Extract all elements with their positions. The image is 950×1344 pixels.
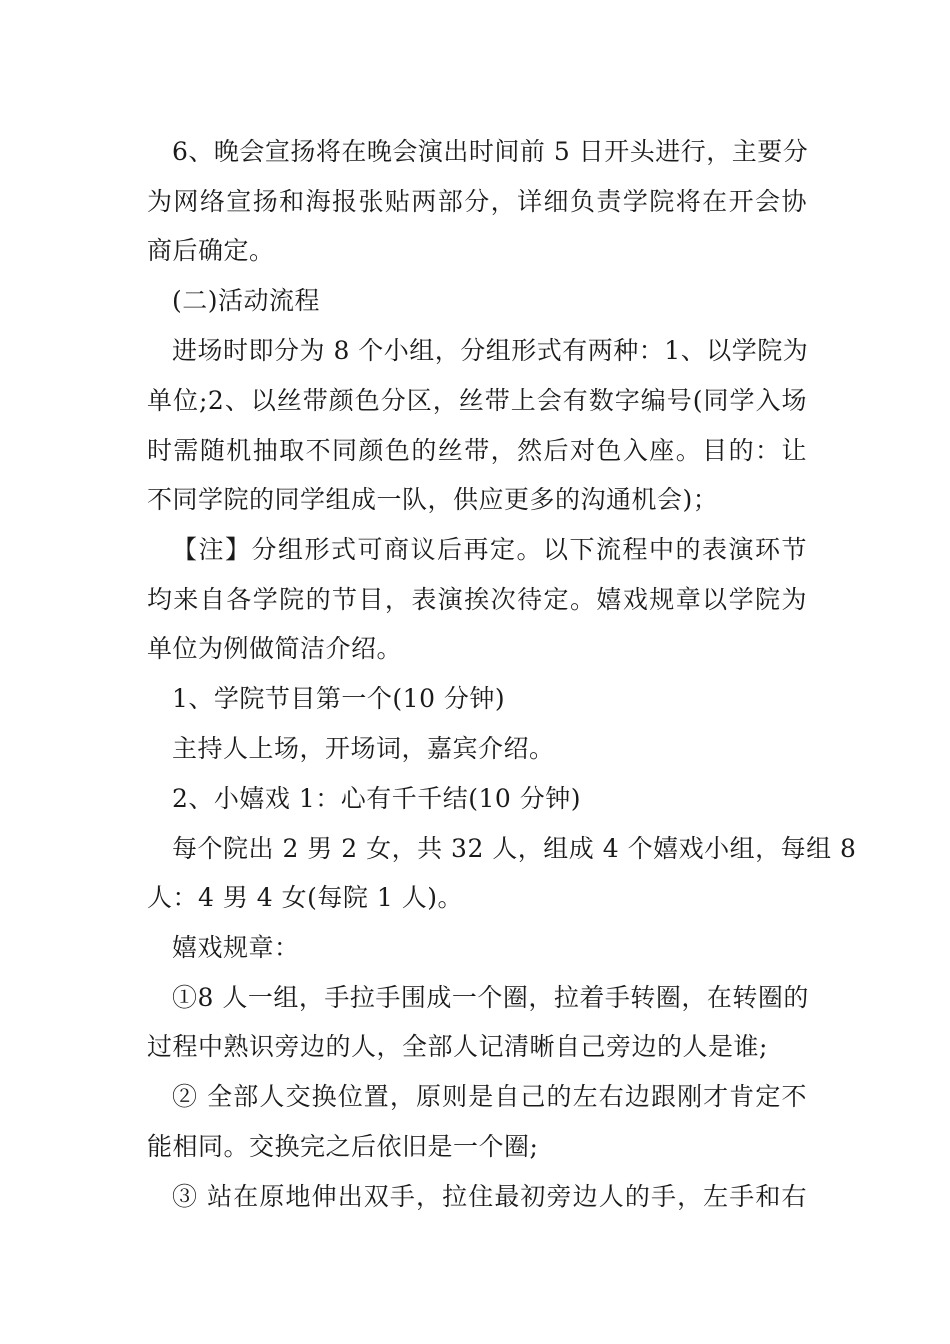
list-item: 2、小嬉戏 1：心有千千结(10 分钟) xyxy=(172,784,582,813)
paragraph-line: 时需随机抽取不同颜色的丝带，然后对色入座。目的：让 xyxy=(147,436,807,465)
paragraph-line: 能相同。交换完之后依旧是一个圈; xyxy=(147,1132,539,1161)
list-item: ② 全部人交换位置，原则是自己的左右边跟刚才肯定不 xyxy=(172,1082,807,1111)
paragraph-line: 均来自各学院的节目，表演挨次待定。嬉戏规章以学院为 xyxy=(147,585,807,614)
paragraph-line: 商后确定。 xyxy=(147,236,275,265)
paragraph-line: 人：4 男 4 女(每院 1 人)。 xyxy=(147,883,463,912)
paragraph-line: 为网络宣扬和海报张贴两部分，详细负责学院将在开会协 xyxy=(147,187,807,216)
note-line: 【注】分组形式可商议后再定。以下流程中的表演环节 xyxy=(172,535,807,564)
paragraph-line: 单位;2、以丝带颜色分区，丝带上会有数字编号(同学入场 xyxy=(147,386,807,415)
list-item: 1、学院节目第一个(10 分钟) xyxy=(172,684,506,713)
paragraph-line: 不同学院的同学组成一队，供应更多的沟通机会)； xyxy=(147,485,719,514)
list-item: ①8 人一组，手拉手围成一个圈，拉着手转圈，在转圈的 xyxy=(172,983,809,1012)
paragraph-line: 6、晚会宣扬将在晚会演出时间前 5 日开头进行，主要分 xyxy=(172,137,809,166)
section-heading: (二)活动流程 xyxy=(172,286,321,315)
paragraph-line: 主持人上场，开场词，嘉宾介绍。 xyxy=(172,734,555,763)
paragraph-line: 进场时即分为 8 个小组，分组形式有两种：1、以学院为 xyxy=(172,336,809,365)
paragraph-line: 过程中熟识旁边的人，全部人记清晰自己旁边的人是谁; xyxy=(147,1032,768,1061)
list-item: ③ 站在原地伸出双手，拉住最初旁边人的手，左手和右 xyxy=(172,1182,807,1211)
paragraph-line: 每个院出 2 男 2 女，共 32 人，组成 4 个嬉戏小组，每组 8 xyxy=(172,834,857,863)
paragraph-line: 单位为例做简洁介绍。 xyxy=(147,634,403,663)
subheading: 嬉戏规章： xyxy=(172,933,300,962)
